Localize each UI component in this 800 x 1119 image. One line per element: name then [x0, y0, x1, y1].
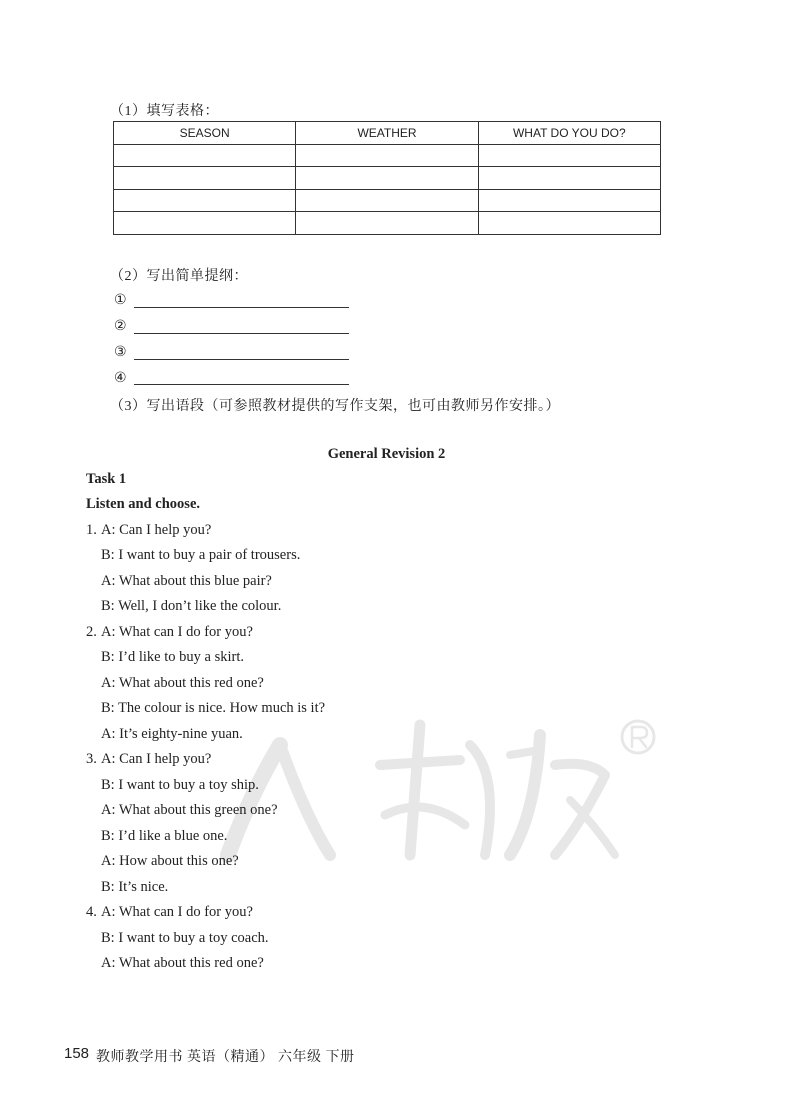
table-row [114, 144, 661, 167]
table-cell[interactable] [114, 144, 296, 167]
table-cell[interactable] [296, 212, 478, 235]
dialogue-3-number: 3. [86, 751, 97, 767]
outline-item-4-number: ④ [114, 370, 127, 386]
table-cell[interactable] [114, 212, 296, 235]
outline-item-3-blank[interactable] [134, 359, 349, 360]
table-header-activity: WHAT DO YOU DO? [478, 122, 660, 145]
table-cell[interactable] [114, 167, 296, 190]
table-cell[interactable] [478, 144, 660, 167]
table-cell[interactable] [296, 189, 478, 212]
dialogue-line: A: What about this red one? [101, 675, 264, 691]
dialogue-line: A: What about this blue pair? [101, 573, 272, 589]
dialogue-4-number: 4. [86, 904, 97, 920]
table-header-season: SEASON [114, 122, 296, 145]
dialogue-line: A: What can I do for you? [101, 624, 253, 640]
outline-item-4-blank[interactable] [134, 384, 349, 385]
table-cell[interactable] [296, 167, 478, 190]
section3-heading: （3）写出语段（可参照教材提供的写作支架，也可由教师另作安排。） [110, 399, 560, 414]
table-cell[interactable] [114, 189, 296, 212]
table-cell[interactable] [478, 167, 660, 190]
table-header-row [114, 122, 661, 145]
table-cell[interactable] [478, 189, 660, 212]
dialogue-line: A: What about this green one? [101, 802, 278, 818]
dialogue-line: A: Can I help you? [101, 522, 212, 538]
dialogue-1-number: 1. [86, 522, 97, 538]
section1-heading: （1）填写表格： [110, 104, 219, 119]
dialogue-line: A: What about this red one? [101, 955, 264, 971]
task-instruction: Listen and choose. [86, 496, 201, 512]
page-number: 158 [64, 1045, 90, 1062]
table-row [114, 167, 661, 190]
dialogue-line: B: Well, I don’t like the colour. [101, 598, 282, 614]
dialogue-2-number: 2. [86, 624, 97, 640]
dialogue-line: B: I’d like a blue one. [101, 828, 228, 844]
table-cell[interactable] [296, 144, 478, 167]
dialogue-line: A: It’s eighty-nine yuan. [101, 726, 243, 742]
task-label: Task 1 [86, 471, 127, 487]
dialogue-line: A: Can I help you? [101, 751, 212, 767]
revision-title: General Revision 2 [327, 446, 446, 462]
dialogue-line: A: How about this one? [101, 853, 239, 869]
dialogue-line: B: I want to buy a toy coach. [101, 930, 269, 946]
outline-item-3-number: ③ [114, 344, 127, 360]
outline-item-1-blank[interactable] [134, 307, 349, 308]
outline-item-2-number: ② [114, 318, 127, 334]
season-weather-table [113, 121, 661, 235]
outline-item-2-blank[interactable] [134, 333, 349, 334]
table-header-weather: WEATHER [296, 122, 478, 145]
publisher-watermark-logo [210, 705, 670, 875]
dialogue-line: B: It’s nice. [101, 879, 169, 895]
outline-item-1-number: ① [114, 292, 127, 308]
book-title: 教师教学用书 英语（精通） 六年级 下册 [96, 1050, 355, 1065]
table-row [114, 189, 661, 212]
dialogue-line: B: I want to buy a pair of trousers. [101, 547, 301, 563]
dialogue-line: A: What can I do for you? [101, 904, 253, 920]
table-cell[interactable] [478, 212, 660, 235]
table-row [114, 212, 661, 235]
dialogue-line: B: I want to buy a toy ship. [101, 777, 259, 793]
dialogue-line: B: The colour is nice. How much is it? [101, 700, 326, 716]
dialogue-line: B: I’d like to buy a skirt. [101, 649, 244, 665]
section2-heading: （2）写出简单提纲： [110, 269, 248, 284]
